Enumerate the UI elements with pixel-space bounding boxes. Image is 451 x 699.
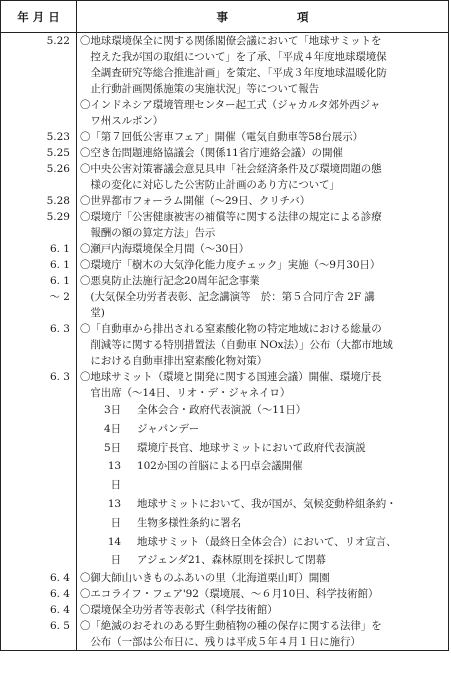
event-text-line: 〇瀬戸内海環境保全月間（～30日） (80, 243, 250, 255)
event-text-line: 〇「自動車から排出される窒素酸化物の特定地域における総量の (80, 323, 382, 335)
schedule-day: 14日 (107, 535, 121, 567)
table-row (1, 321, 449, 369)
row-event (77, 618, 449, 651)
event-text-line: 〇御大師山いきものふあいの里（北海道栗山町）開園 (80, 572, 330, 585)
row-date: 6. 4 (1, 586, 77, 602)
event-text-line: 〇地球サミット（環境と開発に関する国連会議）開催、環境庁長 (80, 371, 382, 383)
summit-schedule-item (80, 420, 446, 439)
table-row (1, 618, 449, 651)
row-event (77, 33, 449, 130)
row-event (77, 257, 449, 273)
row-event (77, 193, 449, 209)
row-event (77, 570, 449, 586)
row-event (77, 273, 449, 289)
event-text-line: 〇エコライフ・フェア'92（環境展、～６月10日、科学技術館） (80, 588, 379, 601)
table-row (1, 209, 449, 241)
table-row (1, 129, 449, 145)
row-date: 5.28 (1, 193, 77, 209)
schedule-text (137, 439, 446, 458)
event-text-line: 〇「第７回低公害車フェア」開催（電気自動車等58台展示） (80, 131, 364, 143)
header-row (1, 1, 449, 33)
row-date: 6. 3 (1, 321, 77, 369)
row-date: 5.26 (1, 161, 77, 193)
event-text-line: 止行動計画関係施策の実施状況」等について報告 (80, 83, 319, 95)
event-text-line: における自動車排出窒素酸化物対策） (80, 355, 268, 367)
row-event (77, 161, 449, 193)
row-event (77, 209, 449, 241)
schedule-text (137, 495, 446, 533)
table-row (1, 161, 449, 193)
schedule-text-line: アジェンダ21、森林原則を採択して閉幕 (137, 554, 326, 567)
event-text-line: 〇中央公害対策審議会意見具申「社会経済条件及び環境問題の態 (80, 163, 382, 175)
event-text-line: 削減等に関する特別措置法（自動車 NOx法）」公布（大都市地域 (80, 339, 393, 351)
table-row (1, 586, 449, 602)
row-date: 5.22 (1, 33, 77, 130)
schedule-day: 13日 (107, 460, 121, 492)
event-text-line: (大気保全功労者表彰、記念講演等 於：第５合同庁舎 2F 講 (80, 291, 375, 303)
schedule-text-line: 環境庁長官、地球サミットにおいて政府代表演説 (137, 441, 366, 454)
event-text-line: 〇環境保全功労者等表彰式（科学技術館） (80, 604, 278, 617)
schedule-text (137, 457, 446, 495)
schedule-text (137, 533, 446, 571)
event-text-line: 〇インドネシア環境管理センター起工式（ジャカルタ郊外西ジャ (80, 99, 381, 111)
row-date: 6. 5 (1, 618, 77, 651)
table-row (1, 273, 449, 289)
event-text-line: 報酬の額の算定方法」告示 (80, 227, 216, 239)
event-text-line: 〇悪臭防止法施行記念20周年記念事業 (80, 275, 260, 287)
row-event (77, 145, 449, 161)
event-text-line: 〇環境庁「公害健康被害の補償等に関する法律の規定による診療 (80, 211, 382, 223)
row-event (77, 321, 449, 369)
event-text-line: 全調査研究等総合推進計画」を策定、「平成３年度地球温暖化防 (80, 67, 387, 79)
table-row (1, 602, 449, 618)
row-event (77, 129, 449, 145)
table-row (1, 289, 449, 321)
table-row (1, 33, 449, 130)
row-date: 6. 4 (1, 602, 77, 618)
table-row (1, 257, 449, 273)
row-date: 6. 3 (1, 369, 77, 570)
row-date: 6. 4 (1, 570, 77, 586)
schedule-text-line: 102か国の首脳による円卓会議開催 (137, 460, 303, 473)
row-date: 5.23 (1, 129, 77, 145)
date-column-header: 年 月 日 (1, 1, 77, 33)
row-event (77, 602, 449, 618)
schedule-text-line: 地球サミットにおいて、我が国が、気候変動枠組条約・ (137, 497, 397, 510)
row-date: 6. 1 (1, 273, 77, 289)
row-event (77, 586, 449, 602)
event-text-line: 様の変化に対応した公害防止計画のあり方について」 (80, 179, 340, 191)
schedule-text (137, 401, 446, 420)
row-date: 5.29 (1, 209, 77, 241)
summit-schedule-item (80, 495, 446, 533)
schedule-day: 3日 (104, 404, 121, 416)
event-text-line: 〇環境庁「樹木の大気浄化能力度チェック」実施（～9月30日） (80, 259, 381, 271)
event-text-line: 官出席（～14日、リオ・デ・ジャネイロ） (80, 387, 291, 399)
summit-schedule-item (80, 457, 446, 495)
row-date: 5.25 (1, 145, 77, 161)
summit-schedule-item (80, 439, 446, 458)
table-row (1, 369, 449, 570)
event-text-line: 〇地球環境保全に関する関係閣僚会議において「地球サミットを (80, 35, 382, 47)
summit-schedule-item (80, 401, 446, 420)
row-date: 6. 1 (1, 257, 77, 273)
summit-schedule-item (80, 533, 446, 571)
table-row (1, 145, 449, 161)
schedule-text-line: ジャパンデー (137, 422, 200, 435)
schedule-text-line: 全体会合・政府代表演説（～11日） (137, 404, 307, 416)
event-text-line: 公布（一部は公布日に、残りは平成５年４月１日に施行） (80, 636, 361, 649)
table-body (1, 33, 449, 651)
schedule-day: 13日 (107, 497, 121, 529)
table-row (1, 570, 449, 586)
schedule-day: 4日 (104, 422, 121, 435)
schedule-text-line: 生物多様性条約に署名 (137, 516, 241, 529)
event-text-line: 〇世界都市フォーラム開催（～29日、クリチバ） (80, 195, 311, 207)
event-text-line: ワ州スルポン） (80, 115, 164, 127)
row-date: ～ 2 (1, 289, 77, 321)
schedule-text (137, 420, 446, 439)
event-text-line: 控えた我が国の取組について」を了承、「平成４年度地球環境保 (80, 51, 387, 63)
row-event (77, 241, 449, 257)
event-text-line: 〇空き缶問題連絡協議会（関係11省庁連絡会議）の開催 (80, 147, 343, 159)
row-event (77, 369, 449, 570)
row-date: 6. 1 (1, 241, 77, 257)
event-text-line: 堂) (80, 307, 105, 319)
event-text-line: 〇「絶滅のおそれのある野生動植物の種の保存に関する法律」を (80, 620, 382, 633)
table-row (1, 241, 449, 257)
schedule-day: 5日 (104, 441, 121, 454)
item-column-header: 事 項 (77, 1, 449, 33)
table-row (1, 193, 449, 209)
schedule-text-line: 地球サミット（最終日全体会合）において、リオ宣言、 (137, 535, 397, 548)
row-event (77, 289, 449, 321)
